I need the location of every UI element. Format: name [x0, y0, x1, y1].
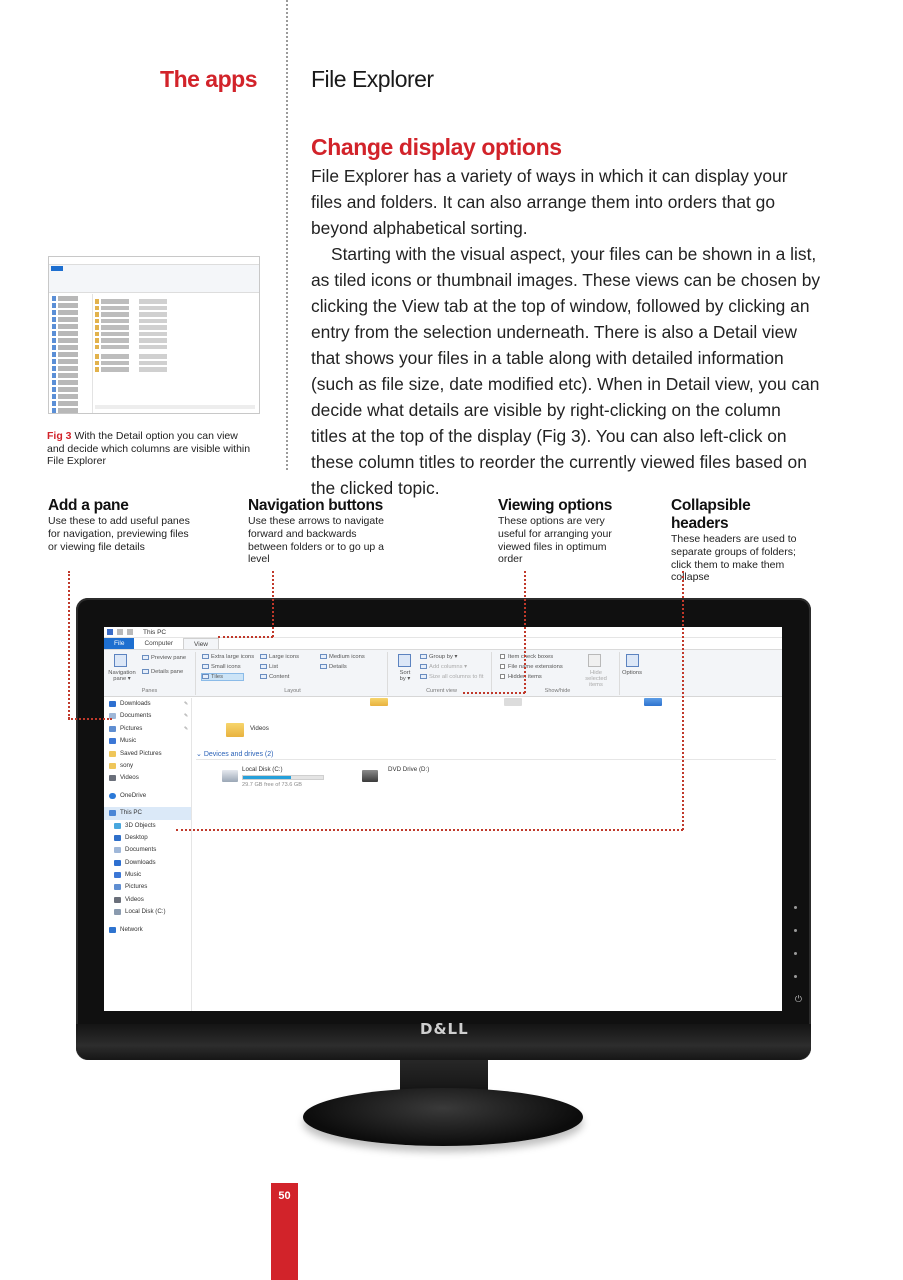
nav-label: Downloads — [125, 858, 156, 866]
window-title: This PC — [143, 628, 167, 636]
nav-item-downloads[interactable] — [104, 698, 191, 710]
checkbox-label: Item check boxes — [508, 654, 554, 661]
music-icon — [114, 872, 121, 878]
navigation-pane-button[interactable]: Navigation pane ▾ — [108, 670, 136, 682]
nav-label: Documents — [125, 846, 157, 854]
leader-line — [524, 571, 526, 693]
folder-icon[interactable] — [370, 698, 388, 706]
music-icon — [109, 738, 116, 744]
annotation-text: Use these to add useful panes for navigation, previewing files or viewing file details — [48, 515, 190, 553]
nav-label: Network — [120, 925, 143, 933]
monitor-button — [794, 975, 797, 978]
layout-label: Extra large icons — [211, 654, 255, 661]
paragraph: Starting with the visual aspect, your files can be shown in a list, as tiled icons or thumbnail images. These views can be chosen by clicking the View tab at the top of window, followed by clicking an entry from the selection underneath. There is also a Detail view that shows your files in a table along with detailed information (such as file size, date modified etc). When in Detail view, you can decide what details are visible by right-clicking on the column titles at the top of the display (Fig 3). You can also left-click on these column titles to reorder the currently viewed files based on the clicked topic. — [311, 244, 821, 498]
nav-label: Pictures — [120, 724, 143, 732]
fig-titlebar — [49, 257, 259, 265]
annotation-collapsible-headers — [671, 497, 811, 584]
checkbox-label: Hidden items — [508, 674, 542, 681]
folder-icon — [109, 763, 116, 769]
nav-label: Pictures — [125, 883, 148, 891]
annotation-viewing-options — [498, 497, 628, 566]
layout-extra-large-icons[interactable] — [202, 654, 254, 660]
add-columns-button[interactable] — [420, 664, 467, 670]
fig-navigation-pane — [49, 294, 93, 413]
quick-access-icon[interactable] — [127, 629, 133, 635]
hidden-items-toggle[interactable] — [500, 674, 542, 680]
article-body — [311, 163, 821, 501]
navigation-pane-icon[interactable] — [114, 654, 127, 667]
nav-item-pictures[interactable] — [104, 723, 191, 735]
nav-item-onedrive[interactable] — [104, 790, 191, 802]
title-bar — [104, 627, 782, 638]
nav-item-network[interactable] — [104, 924, 191, 936]
dvd-drive-icon — [362, 770, 378, 782]
group-label: Panes — [141, 688, 158, 694]
column-divider — [286, 0, 288, 470]
article-heading: Change display options — [311, 134, 562, 160]
quick-access-icon[interactable] — [117, 629, 123, 635]
downloads-folder-icon[interactable] — [644, 698, 662, 706]
monitor-button — [794, 906, 797, 909]
annotation-title: Viewing options — [498, 497, 613, 514]
fig-ribbon — [49, 265, 259, 293]
nav-label: Videos — [125, 895, 144, 903]
layout-label: Small icons — [211, 664, 241, 671]
monitor-button — [794, 952, 797, 955]
nav-item-saved-pictures[interactable] — [104, 748, 191, 760]
leader-line — [463, 692, 525, 694]
nav-label: Music — [120, 737, 137, 745]
group-label: Current view — [426, 688, 457, 694]
fig-details-list — [95, 297, 255, 374]
layout-content[interactable] — [260, 674, 289, 680]
hide-selected-button[interactable]: Hide selected items — [585, 670, 607, 688]
navigation-pane — [104, 698, 192, 1011]
section-label: The apps — [160, 66, 257, 92]
nav-item-videos[interactable] — [104, 772, 191, 784]
pictures-icon — [109, 726, 116, 732]
tab-computer[interactable]: Computer — [144, 640, 174, 647]
drive-free-space: 29.7 GB free of 73.6 GB — [242, 782, 303, 788]
annotation-navigation-buttons — [248, 497, 398, 566]
sort-by-button[interactable]: Sort by ▾ — [399, 670, 411, 682]
details-pane-label: Details pane — [151, 669, 184, 676]
drive-usage-fill — [243, 776, 291, 779]
annotation-text: These headers are used to separate groups of folders; click them to make them collapse — [671, 533, 797, 584]
leader-line — [218, 636, 273, 638]
size-columns-label: Size all columns to fit — [429, 674, 484, 681]
preview-pane-button[interactable] — [142, 655, 186, 661]
leader-line — [682, 571, 684, 830]
add-columns-label: Add columns ▾ — [429, 664, 468, 671]
collapsible-group-header[interactable]: ⌄ Devices and drives (2) — [196, 750, 776, 760]
layout-label: Large icons — [269, 654, 299, 661]
current-view-group — [392, 652, 492, 695]
pin-icon: ✎ — [184, 713, 189, 720]
annotation-title: Collapsible headers — [671, 497, 751, 532]
checkbox-label: File name extensions — [508, 664, 563, 671]
group-by-label: Group by ▾ — [429, 654, 458, 661]
nav-label: Downloads — [120, 700, 151, 707]
nav-label: Videos — [120, 774, 139, 782]
nav-label: Local Disk (C:) — [125, 908, 166, 916]
layout-large-icons[interactable] — [260, 654, 299, 660]
nav-label: Documents — [120, 712, 152, 720]
nav-label: sony — [120, 761, 134, 769]
power-icon: ⏻ — [794, 994, 802, 1004]
drive-usage-bar — [242, 775, 324, 780]
nav-item-desktop[interactable] — [104, 832, 191, 844]
annotation-title: Navigation buttons — [248, 497, 383, 514]
panes-group — [104, 652, 196, 695]
figure-caption — [47, 430, 257, 468]
nav-label: This PC — [120, 809, 143, 817]
layout-details[interactable] — [320, 664, 347, 670]
drive-local-disk[interactable] — [222, 766, 324, 788]
nav-label: Saved Pictures — [120, 749, 162, 757]
nav-item-documents[interactable] — [104, 844, 191, 856]
ribbon — [104, 650, 782, 697]
ribbon-tabs — [104, 638, 782, 650]
desktop-icon — [114, 835, 121, 841]
network-icon — [109, 927, 116, 933]
figure-caption-text: With the Detail option you can view and decide which columns are visible within File Explorer — [47, 430, 251, 467]
nav-label: 3D Objects — [125, 821, 156, 829]
file-explorer-window — [104, 627, 782, 1011]
downloads-icon — [109, 701, 116, 707]
nav-item-local-disk[interactable] — [104, 906, 191, 918]
layout-label: Details — [329, 664, 347, 671]
page-title: File Explorer — [311, 66, 434, 92]
tab-view[interactable]: View — [183, 638, 219, 649]
nav-label: Music — [125, 871, 142, 879]
item-check-boxes-toggle[interactable] — [500, 654, 553, 660]
annotation-text: These options are very useful for arranging your viewed files in optimum order — [498, 515, 612, 566]
this-pc-icon — [109, 810, 116, 816]
leader-line — [272, 571, 274, 637]
layout-small-icons[interactable] — [202, 664, 241, 670]
size-columns-button[interactable] — [420, 674, 483, 680]
layout-group — [198, 652, 388, 695]
tab-file[interactable]: File — [104, 638, 134, 649]
nav-label: Desktop — [125, 833, 148, 841]
folder-icon — [109, 751, 116, 757]
layout-tiles[interactable] — [202, 674, 243, 680]
group-header-label: Devices and drives (2) — [203, 751, 274, 758]
details-pane-button[interactable] — [142, 669, 183, 675]
layout-label: Tiles — [211, 674, 224, 681]
group-by-button[interactable] — [420, 654, 457, 660]
leader-line — [68, 718, 112, 720]
onedrive-icon — [109, 793, 116, 799]
explorer-icon — [107, 629, 113, 635]
drive-dvd[interactable] — [362, 766, 429, 773]
leader-line — [176, 829, 683, 831]
folder-icon[interactable] — [504, 698, 522, 706]
drive-name: Local Disk (C:) — [242, 766, 283, 773]
preview-pane-label: Preview pane — [151, 655, 187, 662]
nav-item-sony[interactable] — [104, 760, 191, 772]
pin-icon: ✎ — [184, 725, 189, 732]
monitor-button — [794, 929, 797, 932]
annotation-title: Add a pane — [48, 497, 129, 514]
drive-icon — [114, 909, 121, 915]
nav-item-downloads[interactable] — [104, 857, 191, 869]
layout-label: Content — [269, 674, 290, 681]
options-button[interactable]: Options — [622, 670, 642, 676]
documents-icon — [114, 847, 121, 853]
options-icon[interactable] — [626, 654, 639, 667]
downloads-icon — [114, 860, 121, 866]
layout-label: List — [269, 664, 279, 671]
pictures-icon — [114, 884, 121, 890]
annotation-add-a-pane — [48, 497, 198, 553]
fig-scrollbar — [95, 405, 255, 409]
leader-line — [68, 571, 70, 719]
hide-selected-icon[interactable] — [588, 654, 601, 667]
pin-icon: ✎ — [184, 701, 189, 707]
nav-item-pictures[interactable] — [104, 881, 191, 893]
file-name-extensions-toggle[interactable] — [500, 664, 563, 670]
3d-objects-icon — [114, 823, 121, 829]
layout-list[interactable] — [260, 664, 278, 670]
videos-icon — [109, 775, 116, 781]
figure-label: Fig 3 — [47, 430, 72, 442]
monitor-stand — [303, 1088, 583, 1146]
nav-label: OneDrive — [120, 791, 147, 799]
layout-medium-icons[interactable] — [320, 654, 365, 660]
monitor-logo: D&LL — [420, 1020, 469, 1038]
videos-folder-icon[interactable] — [226, 723, 244, 737]
drive-icon — [222, 770, 238, 782]
nav-item-videos[interactable] — [104, 894, 191, 906]
layout-label: Medium icons — [329, 654, 365, 661]
folder-videos-label[interactable]: Videos — [250, 725, 269, 732]
group-label: Layout — [284, 688, 301, 694]
page-number: 50 — [278, 1190, 291, 1202]
content-area — [194, 698, 782, 1011]
fig-3-screenshot — [48, 256, 260, 414]
paragraph: File Explorer has a variety of ways in which it can display your files and folders. It can also arrange them into orders that go beyond alphabetical sorting. — [311, 166, 788, 238]
show-hide-group — [496, 652, 620, 695]
sort-by-icon[interactable] — [398, 654, 411, 667]
drive-name: DVD Drive (D:) — [388, 766, 430, 773]
nav-item-music[interactable] — [104, 735, 191, 747]
group-label: Show/hide — [544, 688, 571, 694]
nav-item-this-pc[interactable] — [104, 807, 191, 819]
nav-item-documents[interactable] — [104, 710, 191, 722]
annotation-text: Use these arrows to navigate forward and backwards between folders or to go up a level — [248, 515, 385, 566]
nav-item-music[interactable] — [104, 869, 191, 881]
videos-icon — [114, 897, 121, 903]
